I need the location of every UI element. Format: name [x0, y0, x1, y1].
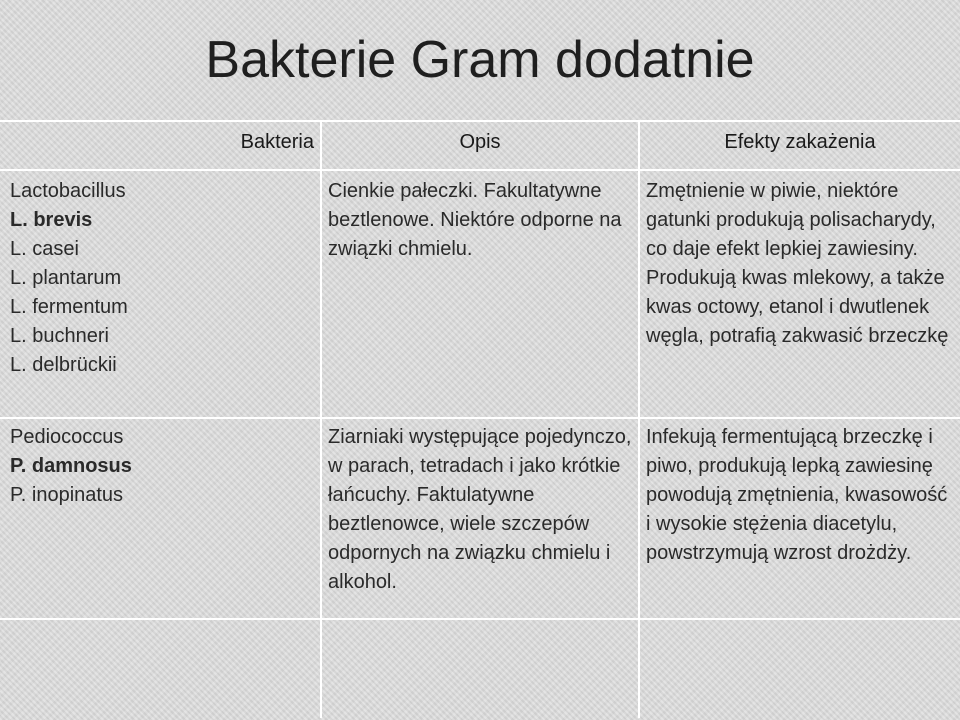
header-effects: Efekty zakażenia [638, 120, 960, 169]
description-cell [320, 169, 638, 417]
table-row-empty [0, 618, 960, 718]
bacteria-table [0, 120, 960, 718]
effects-text: Zmętnienie w piwie, niektóre gatunki produkują polisacharydy, co daje efekt lepkiej zawiesiny. Produkują kwas mlekowy, a także kwas octowy, etanol i dwutlenek węgla, potrafią zakwasić brzeczkę [646, 180, 949, 347]
effects-cell [638, 169, 960, 417]
table-row [0, 417, 960, 618]
species-name: L. casei [10, 238, 79, 260]
species-name: L. delbrückii [10, 354, 117, 376]
header-description: Opis [320, 120, 638, 169]
species-name: P. inopinatus [10, 484, 124, 506]
bacteria-cell [0, 417, 320, 618]
species-name: P. damnosus [10, 455, 132, 477]
slide-title: Bakterie Gram dodatnie [205, 31, 755, 89]
species-name: L. plantarum [10, 267, 122, 289]
table-header-row [0, 120, 960, 169]
effects-cell [638, 417, 960, 618]
bacteria-cell [0, 169, 320, 417]
empty-cell [638, 618, 960, 718]
species-name: L. buchneri [10, 325, 109, 347]
effects-text: Infekują fermentującą brzeczkę i piwo, produkują lepką zawiesinę powodują zmętnienia, kwasowość i wysokie stężenia diacetylu, powstrzymują wzrost drożdży. [646, 426, 948, 564]
genus-name: Lactobacillus [10, 180, 126, 202]
genus-name: Pediococcus [10, 426, 124, 448]
description-text: Cienkie pałeczki. Fakultatywne beztlenowe. Niektóre odporne na związki chmielu. [328, 180, 622, 260]
empty-cell [0, 618, 320, 718]
species-name: L. fermentum [10, 296, 128, 318]
table-row [0, 169, 960, 417]
species-name: L. brevis [10, 209, 93, 231]
empty-cell [320, 618, 638, 718]
header-bacteria: Bakteria [0, 120, 320, 169]
description-cell [320, 417, 638, 618]
description-text: Ziarniaki występujące pojedynczo, w parach, tetradach i jako krótkie łańcuchy. Faktulatywne beztlenowce, wiele szczepów odpornych na związku chmielu i alkohol. [328, 426, 632, 593]
